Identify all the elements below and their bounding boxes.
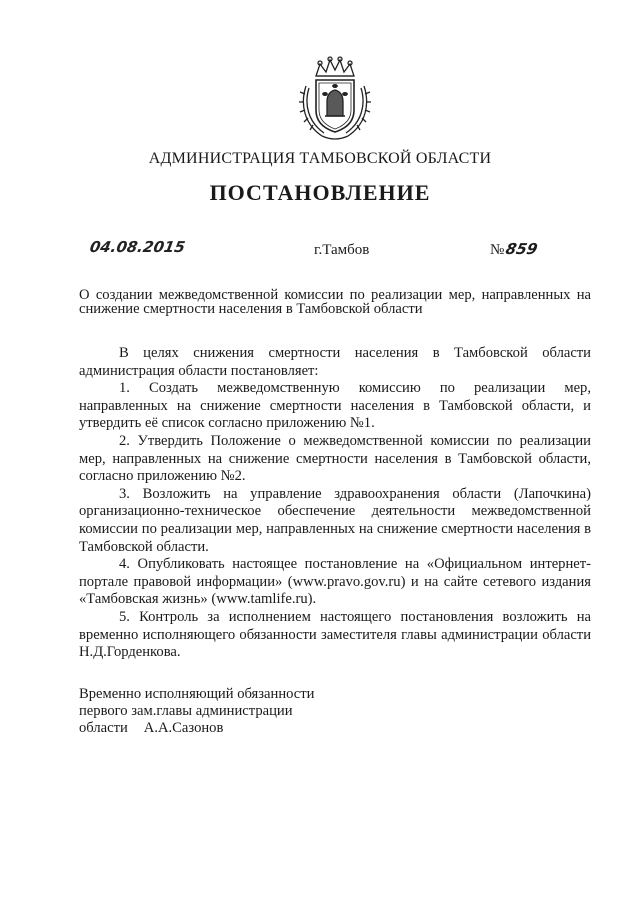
signature-line-2: первого зам.главы администрации xyxy=(79,703,293,719)
document-city: г.Тамбов xyxy=(314,242,370,258)
number-sign: № xyxy=(490,242,505,258)
body-paragraph-4: 4. Опубликовать настоящее постановление на «Официальном интернет-портале правовой информации» (www.pravo.gov.ru) и на сайте сетевого издания «Тамбовская жизнь» (www.tamlife.ru). xyxy=(79,556,591,608)
signatory-name: А.А.Сазонов xyxy=(143,720,224,736)
signature-line-1: Временно исполняющий обязанности xyxy=(79,686,315,702)
document-body xyxy=(79,345,591,662)
body-paragraph-intro: В целях снижения смертности населения в Тамбовской области администрация области постановляет: xyxy=(79,345,591,379)
body-paragraph-1: 1. Создать межведомственную комиссию по реализации мер, направленных на снижение смертности населения в Тамбовской области, и утвердить её список согласно приложению №1. xyxy=(79,380,591,432)
document-number xyxy=(490,240,538,259)
body-paragraph-3: 3. Возложить на управление здравоохранения области (Лапочкина) организационно-техническое обеспечение деятельности межведомственной комиссии по реализации мер, направленных на снижение смертности населения в Тамбовской области. xyxy=(79,485,591,555)
document-subject: О создании межведомственной комиссии по реализации мер, направленных на снижение смертности населения в Тамбовской области xyxy=(79,287,591,317)
number-value: 859 xyxy=(504,240,540,258)
signature-block xyxy=(79,686,479,737)
body-paragraph-5: 5. Контроль за исполнением настоящего постановления возложить на временно исполняющего обязанности заместителя главы администрации области Н.Д.Горденкова. xyxy=(79,608,591,661)
body-paragraph-2: 2. Утвердить Положение о межведомственной комиссии по реализации мер, направленных на снижение смертности населения в Тамбовской области, согласно приложению №2. xyxy=(79,432,591,485)
organization-name: АДМИНИСТРАЦИЯ ТАМБОВСКОЙ ОБЛАСТИ xyxy=(148,150,492,167)
signature-region: области xyxy=(79,720,128,736)
document-type-title: ПОСТАНОВЛЕНИЕ xyxy=(209,180,431,205)
coat-of-arms-icon xyxy=(296,54,374,142)
signature-line-3 xyxy=(79,720,479,737)
document-date: 04.08.2015 xyxy=(88,238,187,256)
